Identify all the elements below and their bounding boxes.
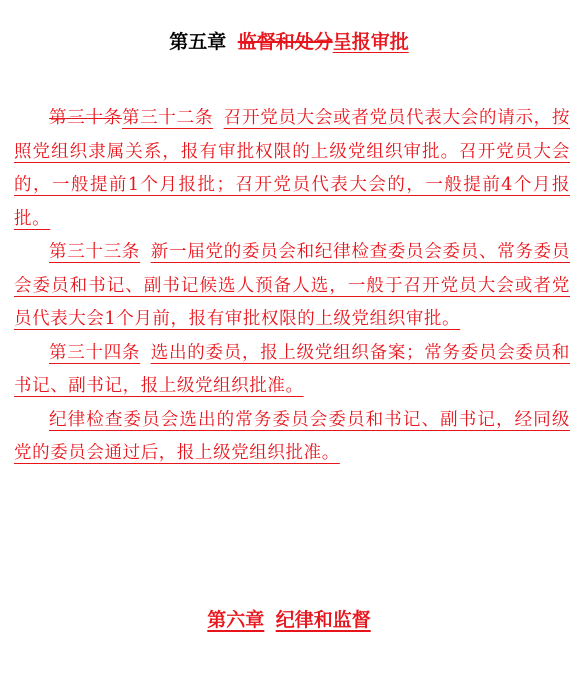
chapter-6-title-inserted <box>207 609 370 631</box>
article-33-body <box>14 242 570 329</box>
chapter-6-title: 纪律和监督 <box>275 609 371 631</box>
article-33-number: 第三十三条 <box>49 242 141 262</box>
deleted-article-number: 第三十条 <box>49 108 122 128</box>
chapter-5-heading <box>0 30 578 54</box>
article-34-number: 第三十四条 <box>49 342 141 363</box>
article-34-text: 选出的委员，报上级党组织备案；常务委员会委员和书记、副书记，报上级党组织批准。 <box>14 342 570 396</box>
article-33-paragraph <box>14 236 570 337</box>
chapter-5-title-deleted: 监督和处分 <box>237 31 333 53</box>
chapter-5-number: 第五章 <box>169 31 227 53</box>
chapter-5-body <box>14 102 570 471</box>
chapter-5-title-inserted: 呈报审批 <box>332 31 409 53</box>
article-33-text: 新一届党的委员会和纪律检查委员会委员、常务委员会委员和书记、副书记候选人预备人选，一般于召开党员大会或者党员代表大会1个月前，报有审批权限的上级党组织审批。 <box>14 242 570 329</box>
chapter-6-number: 第六章 <box>207 609 265 631</box>
article-34-body <box>14 343 570 397</box>
article-32-text: 召开党员大会或者党员代表大会的请示，按照党组织隶属关系，报有审批权限的上级党组织审批。召开党员大会的，一般提前1个月报批；召开党员代表大会的，一般提前4个月报批。 <box>14 108 571 229</box>
article-32-number: 第三十二条 <box>121 108 214 128</box>
discipline-committee-paragraph <box>14 404 570 471</box>
article-32-paragraph <box>14 102 570 236</box>
chapter-6-heading <box>0 608 578 632</box>
discipline-committee-text: 纪律检查委员会选出的常务委员会委员和书记、副书记，经同级党的委员会通过后，报上级党组织批准。 <box>14 409 570 463</box>
article-34-paragraph <box>14 337 570 404</box>
